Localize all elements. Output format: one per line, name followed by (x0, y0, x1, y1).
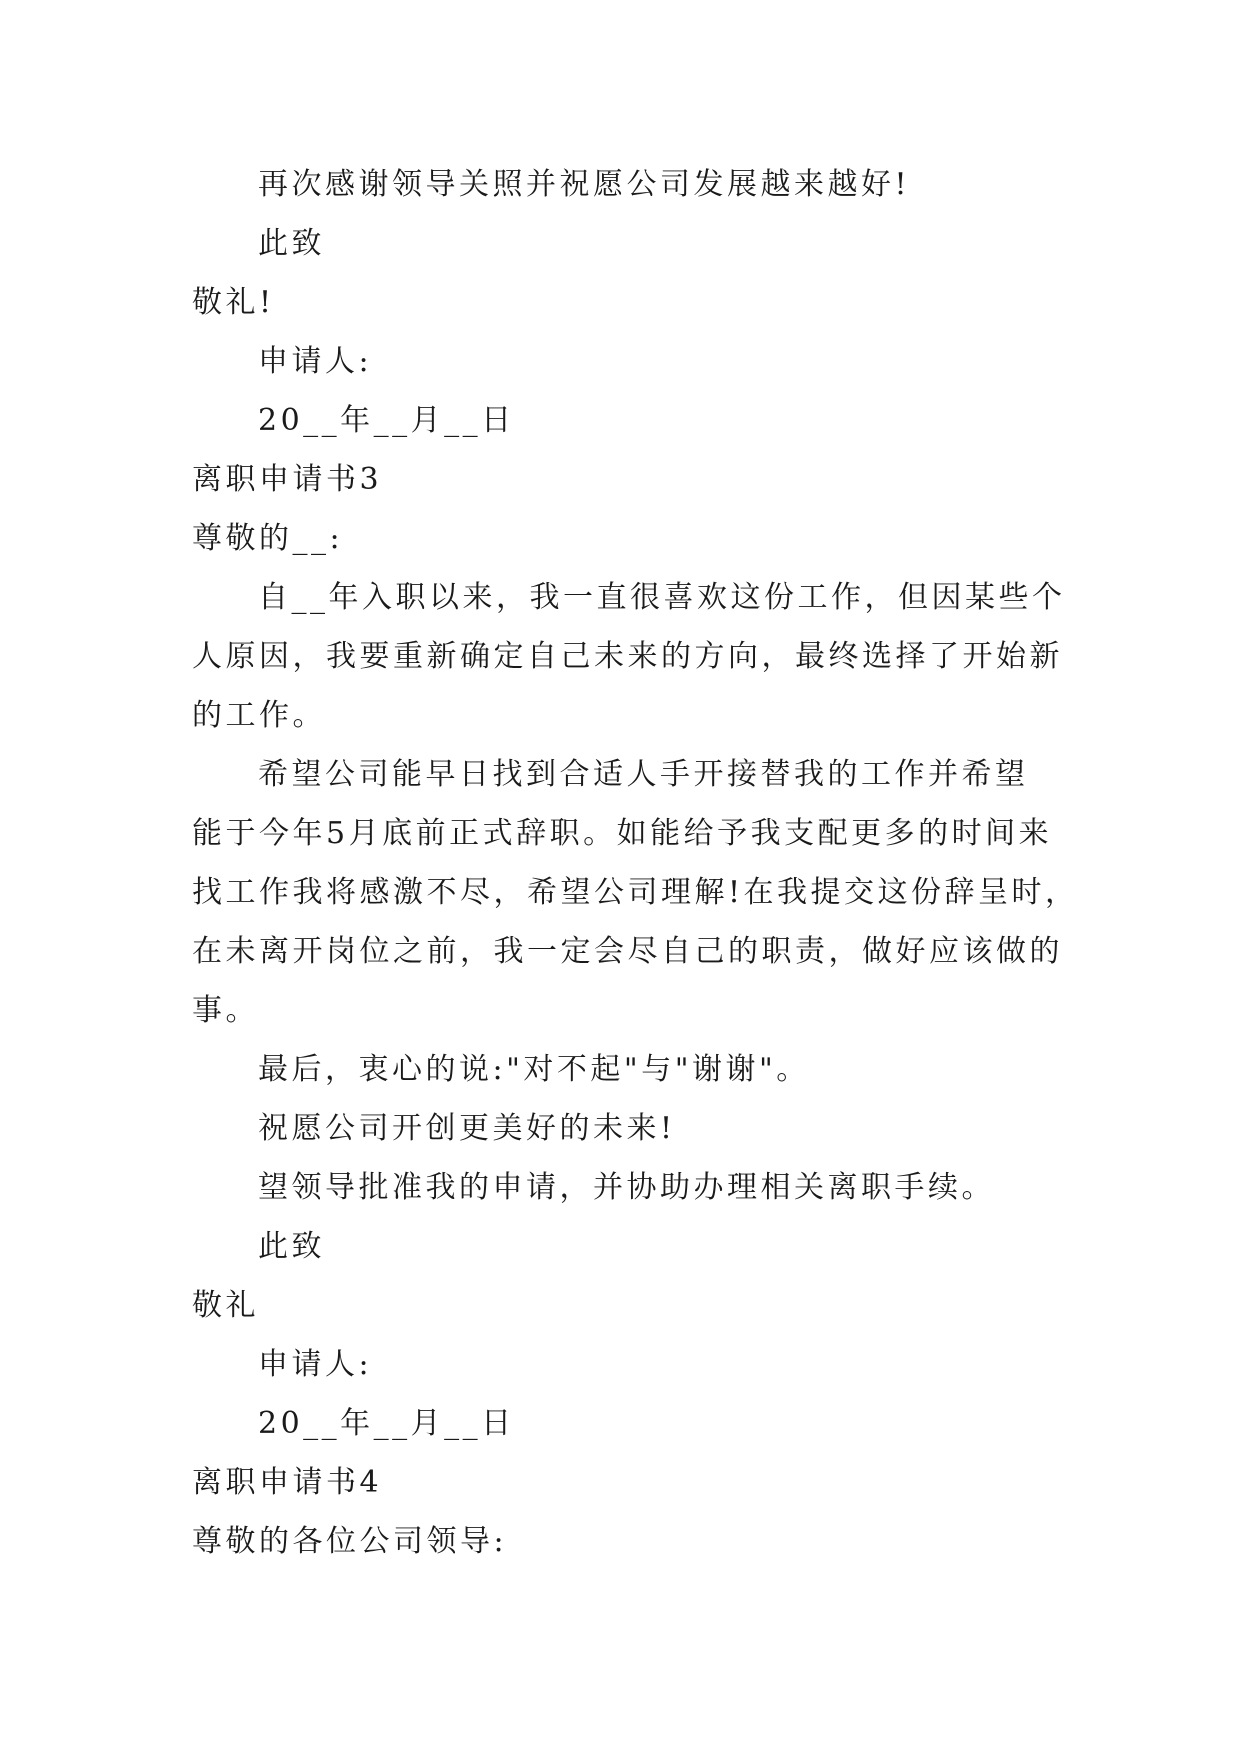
paragraph-3: 最后，衷心的说:"对不起"与"谢谢"。 (258, 1052, 810, 1087)
date-line-2: 20__年__月__日 (258, 1406, 515, 1441)
paragraph-1-line-3: 的工作。 (192, 698, 326, 733)
date-line: 20__年__月__日 (258, 403, 515, 438)
paragraph-1-line-1: 自__年入职以来，我一直很喜欢这份工作，但因某些个 (258, 580, 1066, 615)
paragraph-2-line-4: 在未离开岗位之前，我一定会尽自己的职责，做好应该做的 (192, 934, 1063, 969)
paragraph-2-line-3: 找工作我将感激不尽，希望公司理解!在我提交这份辞呈时， (192, 875, 1079, 910)
closing-thanks: 再次感谢领导关照并祝愿公司发展越来越好! (258, 167, 911, 202)
salutation-cizhi-2: 此致 (258, 1229, 325, 1264)
salutation-jingli: 敬礼! (192, 285, 275, 320)
paragraph-2-line-1: 希望公司能早日找到合适人手开接替我的工作并希望 (258, 757, 1029, 792)
salutation-jingli-2: 敬礼 (192, 1288, 259, 1323)
paragraph-4: 祝愿公司开创更美好的未来! (258, 1111, 676, 1146)
paragraph-2-line-5: 事。 (192, 993, 259, 1028)
applicant-label: 申请人: (258, 344, 373, 379)
paragraph-5: 望领导批准我的申请，并协助办理相关离职手续。 (258, 1170, 995, 1205)
recipient-greeting-2: 尊敬的各位公司领导: (192, 1524, 508, 1559)
applicant-label-2: 申请人: (258, 1347, 373, 1382)
section-heading-4: 离职申请书4 (192, 1465, 383, 1500)
paragraph-2-line-2: 能于今年5月底前正式辞职。如能给予我支配更多的时间来 (192, 816, 1053, 851)
paragraph-1-line-2: 人原因，我要重新确定自己未来的方向，最终选择了开始新 (192, 639, 1063, 674)
salutation-cizhi: 此致 (258, 226, 325, 261)
recipient-greeting: 尊敬的__: (192, 521, 344, 556)
section-heading-3: 离职申请书3 (192, 462, 383, 497)
